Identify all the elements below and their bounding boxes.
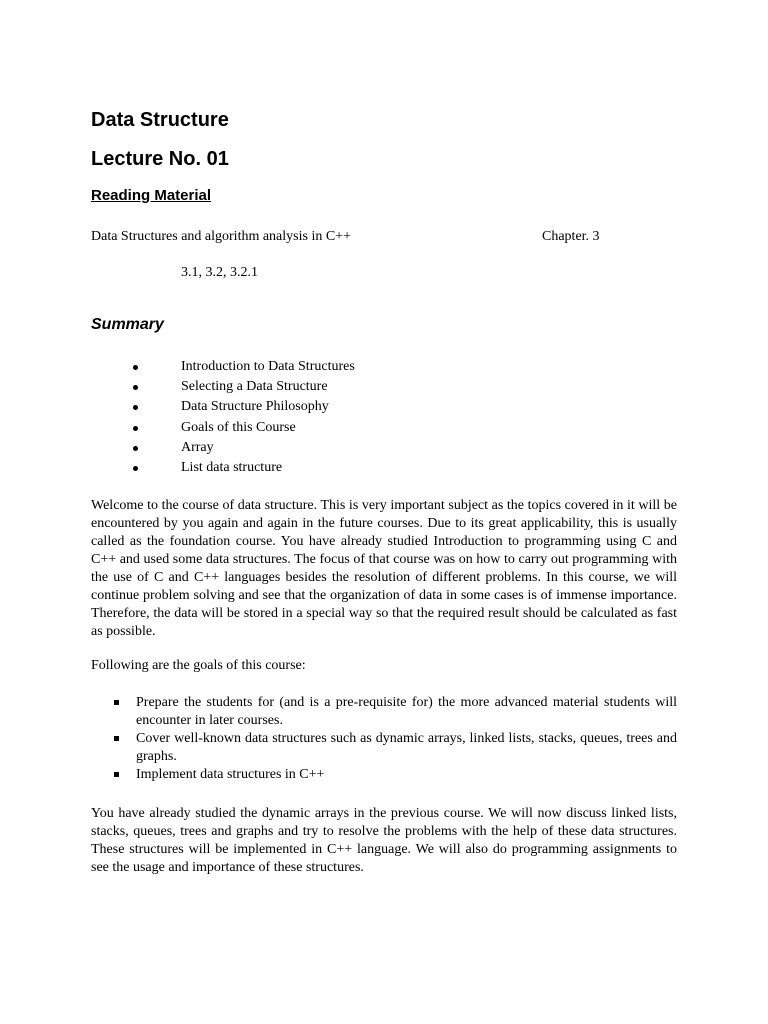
goals-intro: Following are the goals of this course: bbox=[91, 658, 306, 673]
square-bullet-icon bbox=[114, 700, 119, 705]
reading-material-heading: Reading Material bbox=[91, 187, 212, 204]
closing-paragraph: You have already studied the dynamic arrays in the previous course. We will now discuss linked lists, stacks, queues, trees and graphs and try to resolve the problems with the help of these data structures. These structures will be implemented in C++ language. We will also do programming assignments to see the usage and importance of these structures. bbox=[91, 806, 677, 875]
summary-heading: Summary bbox=[91, 316, 164, 333]
goals-list bbox=[91, 694, 677, 784]
reference-chapter: Chapter. 3 bbox=[542, 229, 600, 244]
bullet-icon bbox=[133, 405, 138, 410]
reference-book: Data Structures and algorithm analysis in C++ bbox=[91, 229, 351, 244]
goal-item: Cover well-known data structures such as dynamic arrays, linked lists, stacks, queues, trees and graphs. bbox=[91, 730, 677, 766]
bullet-icon bbox=[133, 466, 138, 471]
document-title: Data Structure bbox=[91, 109, 229, 131]
welcome-paragraph: Welcome to the course of data structure. This is very important subject as the topics covered in it will be encountered by you again and again in the future courses. Due to its great applicability, this is usually called as the foundation course. You have already studied Introduction to programming using C and C++ and used some data structures. The focus of that course was on how to carry out programming with the use of C and C++ languages besides the resolution of different problems. In this course, we will continue problem solving and see that the organization of data in some cases is of immense importance. Therefore, the data will be stored in a special way so that the required result should be calculated as fast as possible. bbox=[91, 498, 677, 639]
bullet-icon bbox=[133, 385, 138, 390]
bullet-icon bbox=[133, 446, 138, 451]
square-bullet-icon bbox=[114, 736, 119, 741]
goal-item: Implement data structures in C++ bbox=[91, 766, 677, 784]
lecture-heading: Lecture No. 01 bbox=[91, 148, 229, 170]
square-bullet-icon bbox=[114, 772, 119, 777]
goal-item: Prepare the students for (and is a pre-requisite for) the more advanced material students will encounter in later courses. bbox=[91, 694, 677, 730]
reference-sections: 3.1, 3.2, 3.2.1 bbox=[181, 265, 258, 280]
bullet-icon bbox=[133, 365, 138, 370]
bullet-icon bbox=[133, 426, 138, 431]
